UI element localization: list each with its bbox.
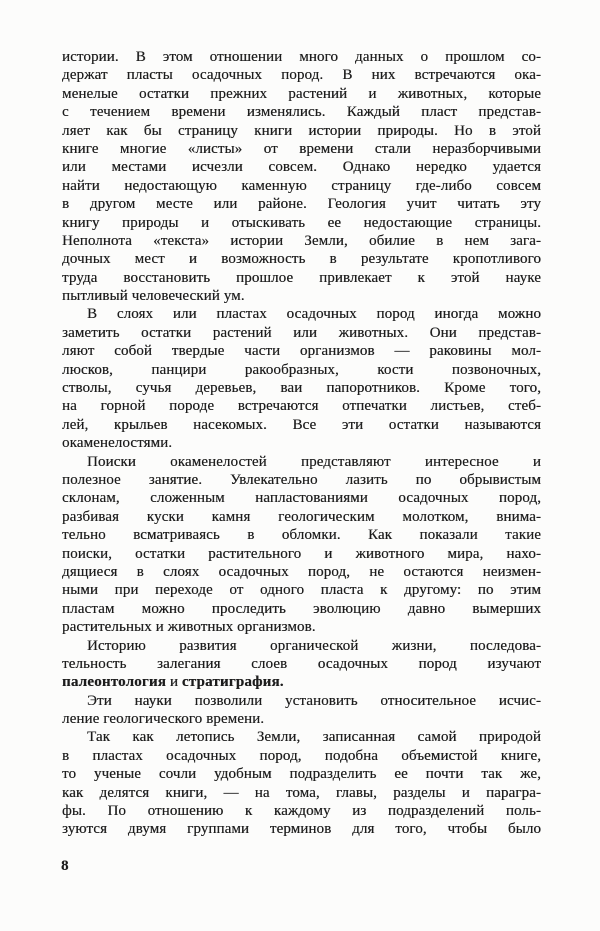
text-line: Поиски окаменелостей представляют интересное и [87,453,541,470]
text-line: на горной породе встречаются отпечатки листьев, стеб- [62,398,541,415]
text-line: В слоях или пластах осадочных пород иногда можно [87,306,541,323]
text-line: Эти науки позволили установить относительное исчис- [87,692,541,709]
page-text-block [62,48,541,839]
text-line: пытливый человеческий ум. [62,288,245,305]
text-line: растительных и животных организмов. [62,619,316,636]
text-line: люсков, панцири ракообразных, кости позвоночных, [62,361,541,378]
text-line: с течением времени изменялись. Каждый пласт представ- [62,104,541,121]
text-line: в пластах осадочных пород, подобна объемистой книге, [62,747,541,764]
text-line: дящиеся в слоях осадочных пород, не остаются неизмен- [62,563,541,580]
text-line: пластам можно проследить эволюцию давно вымерших [62,600,541,617]
text-line: окаменелостями. [62,435,173,452]
text-line: фы. По отношению к каждому из подразделений поль- [62,803,541,820]
text-line: Так как летопись Земли, записанная самой природой [87,729,541,746]
text-line: в другом месте или районе. Геология учит читать эту [62,196,541,213]
page-number: 8 [61,858,69,874]
bold-term: палеонтология [62,674,167,691]
text-line: стволы, сучья деревьев, ваи папоротников. Кроме того, [62,380,541,397]
text-line: поиски, остатки растительного и животного мира, нахо- [62,545,541,562]
text-line: тельность залегания слоев осадочных пород изучают [62,655,541,672]
text-line: книгу природы и отыскивать ее недостающие страницы. [62,214,541,231]
text-line: как делятся книги, — на тома, главы, разделы и парагра- [62,784,541,801]
text-segment: и [166,674,182,691]
text-line: лей, крыльев насекомых. Все эти остатки называются [62,416,541,433]
text-line: склонам, сложенным напластованиями осадочных пород, [62,490,541,507]
text-line: менелые остатки прежних растений и животных, которые [62,85,541,102]
text-line: ление геологического времени. [62,711,265,728]
text-line: ными при переходе от одного пласта к другому: по этим [62,582,541,599]
text-line: Историю развития органической жизни, последова- [87,637,541,654]
text-line: ляет как бы страницу книги истории природы. Но в этой [62,122,541,139]
text-line: книге многие «листы» от времени стали неразборчивыми [62,140,541,157]
text-line: то ученые сочли удобным подразделить ее почти так же, [62,766,541,783]
text-line: держат пласты осадочных пород. В них встречаются ока- [62,67,541,84]
text-line: тельно всматриваясь в обломки. Как показали такие [62,527,541,544]
text-line: заметить остатки растений или животных. Они представ- [62,324,541,341]
bold-term: стратиграфия. [181,674,284,691]
text-line: дочных мест и возможность в результате кропотливого [62,251,541,268]
text-line: разбивая куски камня геологическим молотком, внима- [62,508,541,525]
text-line: найти недостающую каменную страницу где-либо совсем [62,177,541,194]
text-line [62,673,541,691]
text-line: ляют собой твердые части организмов — раковины мол- [62,343,541,360]
text-line: полезное занятие. Увлекательно лазить по обрывистым [62,471,541,488]
text-line: или местами исчезли совсем. Однако нередко удается [62,159,541,176]
text-line: истории. В этом отношении много данных о прошлом со- [62,49,541,65]
text-line: труда восстановить прошлое привлекает к этой науке [62,269,541,286]
text-line: зуются двумя группами терминов для того, чтобы было [62,821,541,838]
text-line: Неполнота «текста» истории Земли, обилие в нем зага- [62,232,541,249]
